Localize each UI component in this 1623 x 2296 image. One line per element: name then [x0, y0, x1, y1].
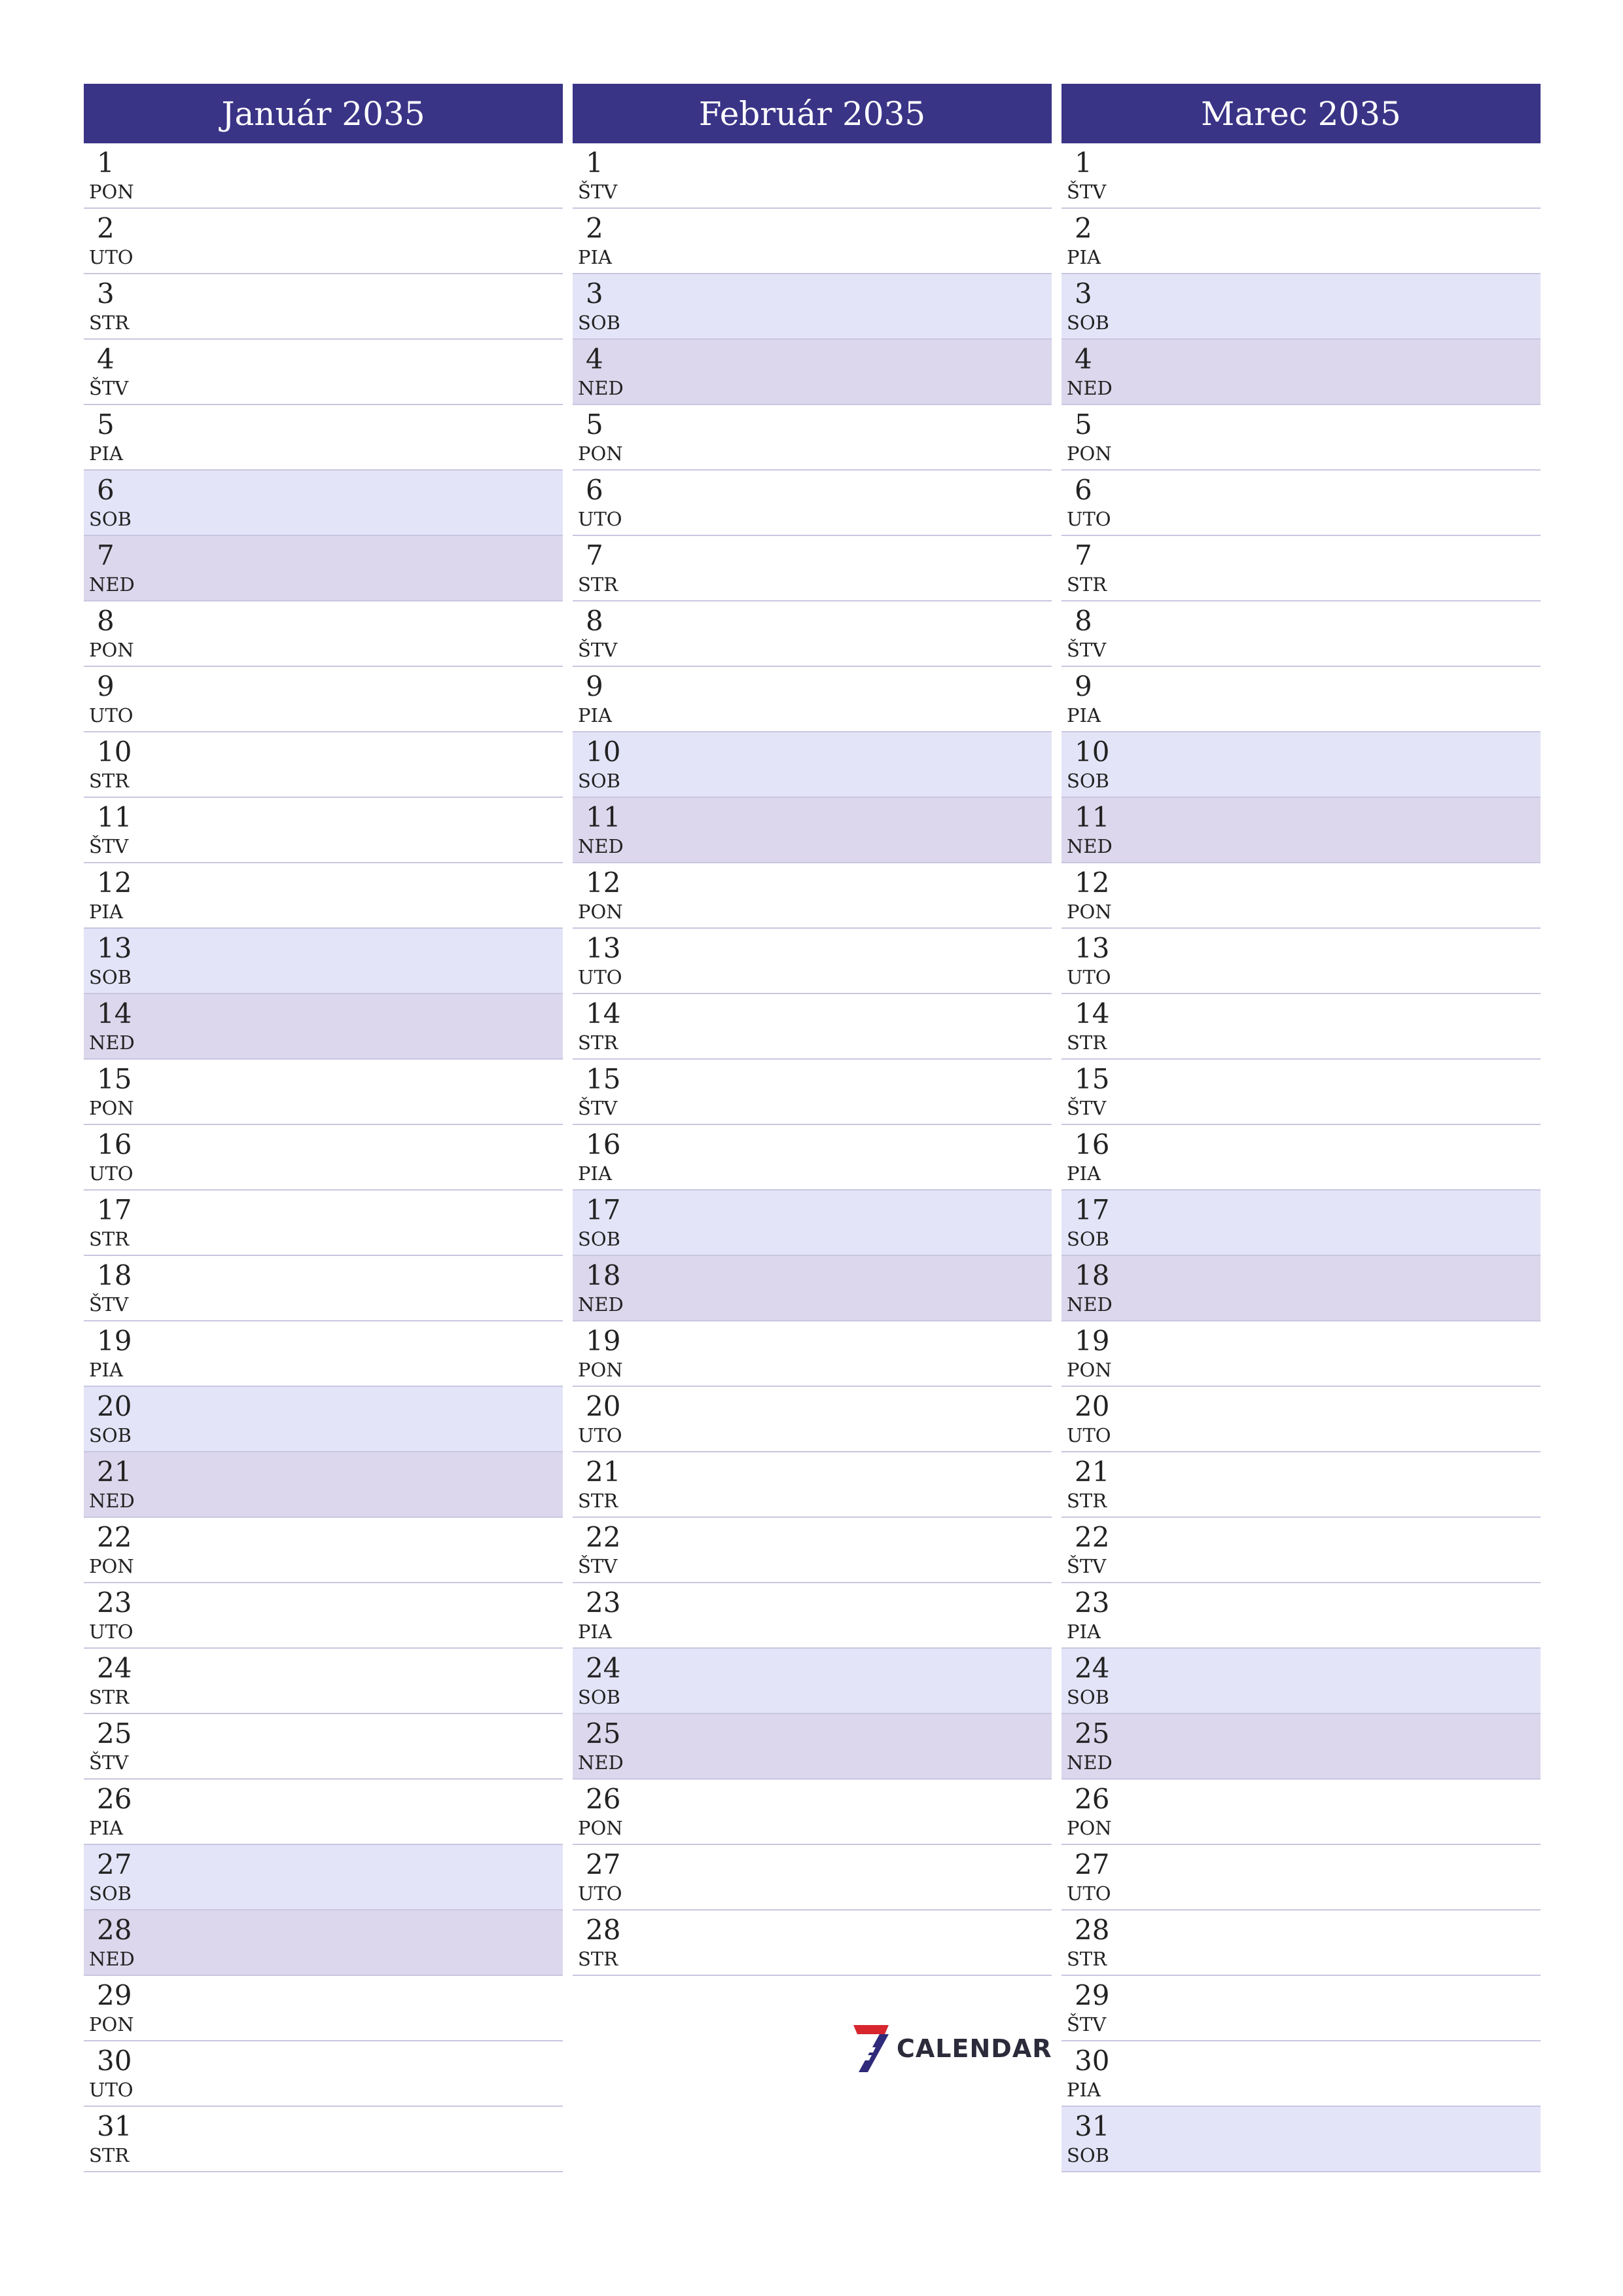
- weekday-label: ŠTV: [1067, 2013, 1107, 2036]
- day-number: 23: [97, 1587, 132, 1619]
- weekday-label: PON: [578, 1359, 623, 1381]
- day-number: 22: [97, 1521, 132, 1553]
- weekday-label: UTO: [578, 508, 622, 530]
- day-row: [573, 209, 1052, 274]
- weekday-label: PIA: [89, 901, 123, 923]
- day-row: [1061, 1649, 1541, 1714]
- day-row: [84, 1845, 563, 1910]
- day-row: [1061, 1256, 1541, 1321]
- weekday-label: PIA: [1067, 246, 1101, 268]
- weekday-label: NED: [1067, 1751, 1113, 1774]
- logo-text: CALENDAR: [897, 2034, 1052, 2063]
- day-number: 12: [586, 867, 621, 899]
- day-number: 27: [1075, 1848, 1110, 1880]
- day-row: [84, 143, 563, 209]
- day-row: [1061, 929, 1541, 994]
- weekday-label: PON: [89, 639, 134, 661]
- weekday-label: STR: [1067, 573, 1107, 596]
- day-row: [1061, 1452, 1541, 1518]
- weekday-label: ŠTV: [1067, 639, 1107, 661]
- weekday-label: UTO: [1067, 966, 1111, 988]
- day-number: 2: [1075, 212, 1092, 244]
- day-number: 14: [97, 997, 132, 1030]
- day-number: 1: [97, 147, 115, 179]
- day-row: [84, 2041, 563, 2107]
- day-number: 6: [1075, 474, 1092, 506]
- day-row: [573, 1256, 1052, 1321]
- weekday-label: SOB: [89, 508, 132, 530]
- day-number: 22: [586, 1521, 621, 1553]
- day-number: 27: [97, 1848, 132, 1880]
- day-row: [573, 1452, 1052, 1518]
- weekday-label: PON: [578, 1817, 623, 1839]
- day-row: [1061, 798, 1541, 863]
- day-row: [84, 2107, 563, 2172]
- day-row: [1061, 2041, 1541, 2107]
- day-number: 27: [586, 1848, 621, 1880]
- day-row: [84, 798, 563, 863]
- day-row: [1061, 1191, 1541, 1256]
- day-number: 16: [586, 1128, 621, 1160]
- weekday-label: PIA: [578, 1162, 612, 1185]
- weekday-label: STR: [89, 770, 130, 792]
- day-number: 20: [1075, 1390, 1110, 1422]
- month-column-january: [84, 84, 563, 2172]
- day-number: 12: [97, 867, 132, 899]
- weekday-label: UTO: [89, 2079, 134, 2101]
- day-row: [1061, 1387, 1541, 1452]
- day-number: 15: [1075, 1063, 1110, 1095]
- weekday-label: SOB: [1067, 2144, 1109, 2166]
- day-row: [1061, 1125, 1541, 1191]
- day-row: [573, 1845, 1052, 1910]
- weekday-label: SOB: [1067, 312, 1109, 334]
- weekday-label: SOB: [89, 1882, 132, 1905]
- weekday-label: NED: [578, 1293, 624, 1316]
- weekday-label: SOB: [1067, 1228, 1109, 1250]
- day-row: [573, 929, 1052, 994]
- weekday-label: STR: [1067, 1031, 1107, 1054]
- day-number: 16: [97, 1128, 132, 1160]
- weekday-label: PIA: [1067, 1162, 1101, 1185]
- day-number: 1: [586, 147, 603, 179]
- day-row: [573, 1780, 1052, 1845]
- day-row: [84, 732, 563, 798]
- day-number: 13: [1075, 932, 1110, 964]
- day-number: 17: [97, 1194, 132, 1226]
- weekday-label: PON: [578, 901, 623, 923]
- weekday-label: NED: [1067, 835, 1113, 857]
- day-number: 7: [97, 539, 115, 571]
- day-row: [1061, 340, 1541, 405]
- day-list: [573, 143, 1052, 1976]
- day-number: 5: [586, 408, 603, 440]
- weekday-label: UTO: [1067, 1424, 1111, 1446]
- day-row: [84, 1714, 563, 1780]
- weekday-label: ŠTV: [1067, 1097, 1107, 1119]
- weekday-label: NED: [1067, 1293, 1113, 1316]
- weekday-label: PON: [1067, 1817, 1112, 1839]
- month-title: Marec 2035: [1061, 84, 1541, 143]
- day-number: 23: [586, 1587, 621, 1619]
- weekday-label: UTO: [1067, 508, 1111, 530]
- weekday-label: ŠTV: [578, 1555, 618, 1577]
- day-row: [573, 798, 1052, 863]
- weekday-label: PON: [1067, 901, 1112, 923]
- day-row: [84, 1256, 563, 1321]
- day-row: [84, 929, 563, 994]
- month-column-march: [1061, 84, 1541, 2172]
- weekday-label: NED: [578, 1751, 624, 1774]
- day-number: 8: [1075, 605, 1092, 637]
- day-number: 29: [97, 1979, 132, 2011]
- day-row: [84, 209, 563, 274]
- weekday-label: PIA: [1067, 2079, 1101, 2101]
- day-number: 10: [1075, 736, 1110, 768]
- day-row: [1061, 1714, 1541, 1780]
- weekday-label: PIA: [578, 704, 612, 726]
- day-number: 11: [586, 801, 621, 833]
- day-number: 29: [1075, 1979, 1110, 2011]
- day-row: [1061, 536, 1541, 601]
- day-number: 21: [586, 1456, 621, 1488]
- day-row: [1061, 209, 1541, 274]
- weekday-label: SOB: [578, 1228, 620, 1250]
- day-number: 11: [97, 801, 132, 833]
- weekday-label: STR: [578, 1948, 618, 1970]
- day-row: [1061, 667, 1541, 732]
- day-number: 21: [1075, 1456, 1110, 1488]
- weekday-label: NED: [578, 835, 624, 857]
- day-number: 18: [97, 1259, 132, 1291]
- day-row: [1061, 143, 1541, 209]
- day-number: 9: [1075, 670, 1092, 702]
- day-row: [1061, 471, 1541, 536]
- weekday-label: ŠTV: [89, 1293, 129, 1316]
- day-number: 19: [586, 1325, 621, 1357]
- day-row: [573, 340, 1052, 405]
- day-row: [84, 1387, 563, 1452]
- day-number: 28: [586, 1914, 621, 1946]
- day-number: 17: [586, 1194, 621, 1226]
- weekday-label: SOB: [1067, 770, 1109, 792]
- day-row: [573, 1583, 1052, 1649]
- day-number: 31: [1075, 2110, 1110, 2142]
- weekday-label: SOB: [89, 966, 132, 988]
- weekday-label: ŠTV: [89, 377, 129, 399]
- day-number: 3: [97, 278, 115, 310]
- weekday-label: UTO: [1067, 1882, 1111, 1905]
- weekday-label: PIA: [89, 442, 123, 465]
- weekday-label: UTO: [578, 966, 622, 988]
- weekday-label: UTO: [89, 1162, 134, 1185]
- weekday-label: NED: [578, 377, 624, 399]
- day-row: [1061, 1583, 1541, 1649]
- day-row: [1061, 1321, 1541, 1387]
- day-row: [84, 471, 563, 536]
- weekday-label: STR: [1067, 1948, 1107, 1970]
- day-row: [1061, 1845, 1541, 1910]
- weekday-label: PON: [578, 442, 623, 465]
- month-title: Január 2035: [84, 84, 563, 143]
- day-number: 19: [97, 1325, 132, 1357]
- day-row: [84, 405, 563, 471]
- day-number: 18: [586, 1259, 621, 1291]
- month-title: Február 2035: [573, 84, 1052, 143]
- weekday-label: UTO: [89, 246, 134, 268]
- day-number: 4: [97, 343, 115, 375]
- day-number: 3: [586, 278, 603, 310]
- day-row: [84, 1583, 563, 1649]
- day-number: 24: [1075, 1652, 1110, 1684]
- day-row: [1061, 1976, 1541, 2041]
- day-row: [573, 1714, 1052, 1780]
- day-row: [1061, 994, 1541, 1060]
- day-row: [573, 143, 1052, 209]
- day-number: 2: [97, 212, 115, 244]
- weekday-label: NED: [89, 1490, 135, 1512]
- day-row: [1061, 1518, 1541, 1583]
- day-row: [84, 1125, 563, 1191]
- day-number: 7: [1075, 539, 1092, 571]
- day-number: 14: [1075, 997, 1110, 1030]
- day-number: 8: [586, 605, 603, 637]
- day-row: [573, 732, 1052, 798]
- day-number: 11: [1075, 801, 1110, 833]
- day-number: 26: [586, 1783, 621, 1815]
- day-row: [84, 1780, 563, 1845]
- day-number: 15: [586, 1063, 621, 1095]
- day-row: [84, 1191, 563, 1256]
- weekday-label: PON: [89, 1097, 134, 1119]
- day-row: [84, 1518, 563, 1583]
- weekday-label: SOB: [578, 312, 620, 334]
- day-number: 21: [97, 1456, 132, 1488]
- day-row: [1061, 1910, 1541, 1976]
- day-number: 9: [586, 670, 603, 702]
- weekday-label: ŠTV: [578, 1097, 618, 1119]
- weekday-label: ŠTV: [89, 1751, 129, 1774]
- day-row: [573, 274, 1052, 340]
- weekday-label: PIA: [1067, 704, 1101, 726]
- day-row: [1061, 1060, 1541, 1125]
- day-number: 10: [97, 736, 132, 768]
- day-number: 2: [586, 212, 603, 244]
- weekday-label: ŠTV: [1067, 1555, 1107, 1577]
- day-row: [1061, 405, 1541, 471]
- day-number: 30: [97, 2045, 132, 2077]
- weekday-label: PIA: [578, 246, 612, 268]
- weekday-label: SOB: [1067, 1686, 1109, 1708]
- day-row: [84, 667, 563, 732]
- day-row: [1061, 274, 1541, 340]
- weekday-label: NED: [89, 1948, 135, 1970]
- weekday-label: NED: [89, 573, 135, 596]
- weekday-label: SOB: [578, 1686, 620, 1708]
- day-row: [84, 994, 563, 1060]
- weekday-label: STR: [89, 312, 130, 334]
- seven-logo-icon: [851, 2024, 890, 2073]
- weekday-label: PIA: [89, 1817, 123, 1839]
- day-number: 25: [586, 1717, 621, 1749]
- day-row: [84, 1060, 563, 1125]
- month-column-february: [573, 84, 1052, 1976]
- day-number: 14: [586, 997, 621, 1030]
- weekday-label: UTO: [578, 1882, 622, 1905]
- day-row: [84, 1321, 563, 1387]
- day-row: [84, 340, 563, 405]
- day-number: 6: [97, 474, 115, 506]
- day-number: 13: [97, 932, 132, 964]
- day-row: [573, 1387, 1052, 1452]
- day-row: [84, 1649, 563, 1714]
- weekday-label: UTO: [89, 704, 134, 726]
- weekday-label: UTO: [89, 1621, 134, 1643]
- weekday-label: STR: [1067, 1490, 1107, 1512]
- weekday-label: PON: [1067, 1359, 1112, 1381]
- day-number: 31: [97, 2110, 132, 2142]
- day-number: 16: [1075, 1128, 1110, 1160]
- day-number: 15: [97, 1063, 132, 1095]
- day-row: [84, 1452, 563, 1518]
- brand-logo: [851, 2024, 1052, 2073]
- day-list: [1061, 143, 1541, 2172]
- day-row: [573, 1060, 1052, 1125]
- day-number: 7: [586, 539, 603, 571]
- day-number: 22: [1075, 1521, 1110, 1553]
- day-number: 26: [97, 1783, 132, 1815]
- day-number: 24: [97, 1652, 132, 1684]
- weekday-label: ŠTV: [578, 639, 618, 661]
- weekday-label: UTO: [578, 1424, 622, 1446]
- day-row: [84, 601, 563, 667]
- day-row: [573, 1191, 1052, 1256]
- day-number: 6: [586, 474, 603, 506]
- day-number: 10: [586, 736, 621, 768]
- day-number: 5: [97, 408, 115, 440]
- day-number: 28: [1075, 1914, 1110, 1946]
- weekday-label: ŠTV: [578, 181, 618, 203]
- day-row: [1061, 1780, 1541, 1845]
- weekday-label: SOB: [578, 770, 620, 792]
- weekday-label: STR: [89, 1686, 130, 1708]
- day-number: 23: [1075, 1587, 1110, 1619]
- day-row: [1061, 732, 1541, 798]
- day-row: [573, 667, 1052, 732]
- day-row: [573, 863, 1052, 929]
- weekday-label: STR: [578, 1490, 618, 1512]
- weekday-label: ŠTV: [1067, 181, 1107, 203]
- day-number: 4: [586, 343, 603, 375]
- day-row: [84, 1910, 563, 1976]
- weekday-label: PIA: [89, 1359, 123, 1381]
- day-row: [573, 1649, 1052, 1714]
- day-number: 30: [1075, 2045, 1110, 2077]
- day-row: [1061, 601, 1541, 667]
- weekday-label: SOB: [89, 1424, 132, 1446]
- day-number: 25: [97, 1717, 132, 1749]
- day-number: 24: [586, 1652, 621, 1684]
- day-row: [1061, 863, 1541, 929]
- weekday-label: PIA: [1067, 1621, 1101, 1643]
- day-number: 28: [97, 1914, 132, 1946]
- weekday-label: NED: [1067, 377, 1113, 399]
- day-row: [573, 1125, 1052, 1191]
- day-row: [573, 536, 1052, 601]
- day-number: 8: [97, 605, 115, 637]
- day-number: 3: [1075, 278, 1092, 310]
- day-row: [573, 1910, 1052, 1976]
- weekday-label: PON: [89, 181, 134, 203]
- day-number: 19: [1075, 1325, 1110, 1357]
- day-row: [1061, 2107, 1541, 2172]
- day-number: 20: [586, 1390, 621, 1422]
- day-number: 18: [1075, 1259, 1110, 1291]
- weekday-label: PIA: [578, 1621, 612, 1643]
- day-row: [84, 863, 563, 929]
- day-number: 5: [1075, 408, 1092, 440]
- weekday-label: PON: [89, 2013, 134, 2036]
- day-row: [573, 601, 1052, 667]
- weekday-label: STR: [578, 573, 618, 596]
- day-row: [84, 274, 563, 340]
- weekday-label: NED: [89, 1031, 135, 1054]
- weekday-label: STR: [89, 1228, 130, 1250]
- weekday-label: STR: [578, 1031, 618, 1054]
- weekday-label: STR: [89, 2144, 130, 2166]
- day-number: 1: [1075, 147, 1092, 179]
- day-row: [84, 1976, 563, 2041]
- weekday-label: PON: [89, 1555, 134, 1577]
- day-number: 4: [1075, 343, 1092, 375]
- weekday-label: PON: [1067, 442, 1112, 465]
- day-row: [573, 1321, 1052, 1387]
- day-list: [84, 143, 563, 2172]
- day-number: 9: [97, 670, 115, 702]
- weekday-label: ŠTV: [89, 835, 129, 857]
- day-row: [84, 536, 563, 601]
- day-row: [573, 1518, 1052, 1583]
- day-number: 25: [1075, 1717, 1110, 1749]
- day-row: [573, 405, 1052, 471]
- day-number: 12: [1075, 867, 1110, 899]
- day-row: [573, 471, 1052, 536]
- day-number: 20: [97, 1390, 132, 1422]
- day-number: 26: [1075, 1783, 1110, 1815]
- day-row: [573, 994, 1052, 1060]
- day-number: 13: [586, 932, 621, 964]
- day-number: 17: [1075, 1194, 1110, 1226]
